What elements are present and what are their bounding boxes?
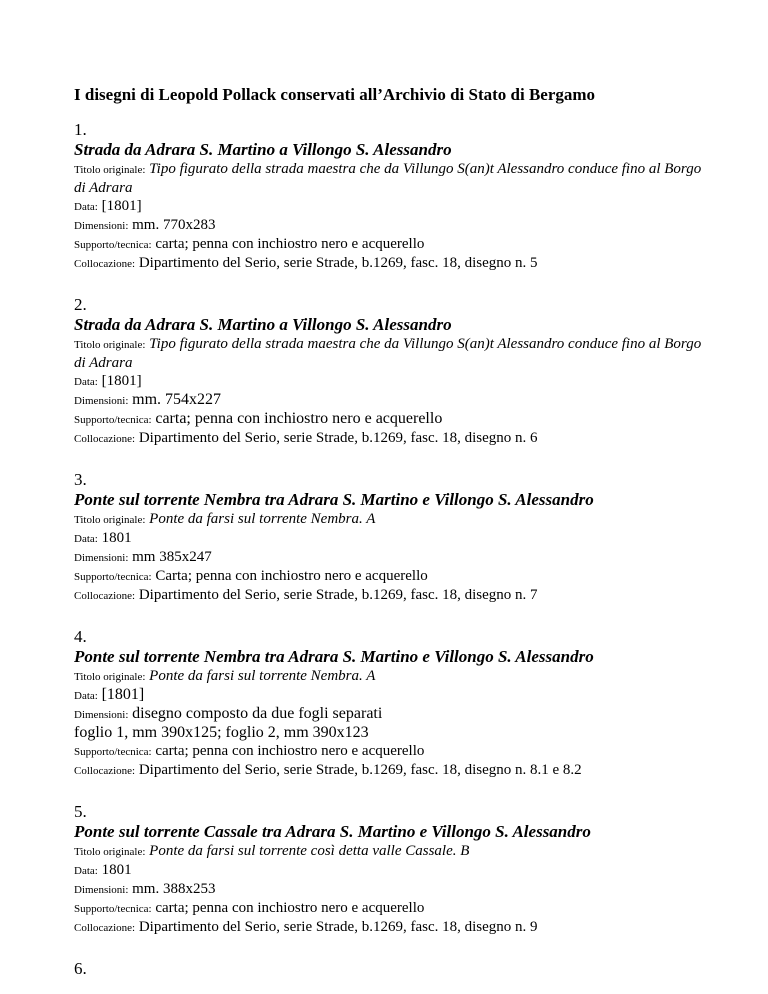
location-label: Collocazione: xyxy=(74,765,136,777)
support-value: carta; penna con inchiostro nero e acquerello xyxy=(155,236,425,252)
original-title-label: Titolo originale: xyxy=(74,164,146,176)
original-title-label: Titolo originale: xyxy=(74,846,146,858)
date-row xyxy=(74,686,714,705)
location-value: Dipartimento del Serio, serie Strade, b.1269, fasc. 18, disegno n. 7 xyxy=(138,587,538,603)
location-row xyxy=(74,918,714,937)
entry-number: 3. xyxy=(74,470,87,489)
date-row xyxy=(74,197,714,216)
catalog-entry xyxy=(74,295,714,448)
support-value: Carta; penna con inchiostro nero e acquerello xyxy=(155,568,428,584)
date-row xyxy=(74,529,714,548)
support-label: Supporto/tecnica: xyxy=(74,571,152,583)
dimensions-label: Dimensioni: xyxy=(74,552,129,564)
original-title-value: Ponte da farsi sul torrente Nembra. A xyxy=(149,668,376,684)
dimensions-value: mm. 770x283 xyxy=(132,217,216,233)
support-row xyxy=(74,567,714,586)
original-title-label: Titolo originale: xyxy=(74,671,146,683)
support-row xyxy=(74,899,714,918)
entry-heading: Ponte sul torrente Nembra tra Adrara S. Martino e Villongo S. Alessandro xyxy=(74,490,594,509)
dimensions-row xyxy=(74,216,714,235)
date-value: [1801] xyxy=(101,686,145,703)
location-row xyxy=(74,586,714,605)
dimensions-value: mm. 754x227 xyxy=(132,391,222,408)
entry-heading: Strada da Adrara S. Martino a Villongo S. Alessandro xyxy=(74,140,452,159)
original-title-row xyxy=(74,335,714,372)
support-label: Supporto/tecnica: xyxy=(74,239,152,251)
location-value: Dipartimento del Serio, serie Strade, b.1269, fasc. 18, disegno n. 8.1 e 8.2 xyxy=(138,762,582,778)
date-label: Data: xyxy=(74,533,98,545)
original-title-value: Ponte da farsi sul torrente così detta valle Cassale. B xyxy=(149,843,470,859)
date-value: 1801 xyxy=(101,862,132,878)
entry-heading: Strada da Adrara S. Martino a Villongo S. Alessandro xyxy=(74,315,452,334)
dimensions-label: Dimensioni: xyxy=(74,220,129,232)
dimensions-detail-row xyxy=(74,724,714,742)
location-value: Dipartimento del Serio, serie Strade, b.1269, fasc. 18, disegno n. 6 xyxy=(138,430,538,446)
location-row xyxy=(74,254,714,273)
date-value: [1801] xyxy=(101,373,142,389)
support-label: Supporto/tecnica: xyxy=(74,746,152,758)
date-label: Data: xyxy=(74,201,98,213)
support-label: Supporto/tecnica: xyxy=(74,903,152,915)
support-label: Supporto/tecnica: xyxy=(74,414,152,426)
location-label: Collocazione: xyxy=(74,590,136,602)
dimensions-row xyxy=(74,548,714,567)
dimensions-detail-value: foglio 1, mm 390x125; foglio 2, mm 390x123 xyxy=(74,724,369,741)
entry-heading: Ponte sul torrente Nembra tra Adrara S. Martino e Villongo S. Alessandro xyxy=(74,647,594,666)
original-title-row xyxy=(74,842,714,861)
original-title-row xyxy=(74,667,714,686)
location-label: Collocazione: xyxy=(74,922,136,934)
original-title-label: Titolo originale: xyxy=(74,339,146,351)
entry-heading: Ponte sul torrente Cassale tra Adrara S. Martino e Villongo S. Alessandro xyxy=(74,822,591,841)
entry-number: 4. xyxy=(74,627,87,646)
dimensions-value: disegno composto da due fogli separati xyxy=(132,705,383,722)
support-value: carta; penna con inchiostro nero e acquerello xyxy=(155,743,425,759)
location-value: Dipartimento del Serio, serie Strade, b.1269, fasc. 18, disegno n. 5 xyxy=(138,255,538,271)
date-label: Data: xyxy=(74,690,98,702)
next-entry-number: 6. xyxy=(74,959,87,978)
original-title-label: Titolo originale: xyxy=(74,514,146,526)
support-row xyxy=(74,410,714,429)
date-row xyxy=(74,861,714,880)
location-label: Collocazione: xyxy=(74,433,136,445)
document-title: I disegni di Leopold Pollack conservati all’Archivio di Stato di Bergamo xyxy=(74,85,596,104)
location-row xyxy=(74,429,714,448)
entry-number: 1. xyxy=(74,120,87,139)
catalog-entry xyxy=(74,627,714,780)
catalog-entry xyxy=(74,120,714,273)
dimensions-label: Dimensioni: xyxy=(74,709,129,721)
document-page xyxy=(74,84,714,979)
date-label: Data: xyxy=(74,376,98,388)
dimensions-row xyxy=(74,705,714,724)
catalog-entry xyxy=(74,802,714,937)
dimensions-row xyxy=(74,391,714,410)
original-title-row xyxy=(74,510,714,529)
support-row xyxy=(74,742,714,761)
original-title-value: Tipo figurato della strada maestra che da Villungo S(an)t Alessandro conduce fino al Borgo di Adrara xyxy=(74,336,702,371)
entry-number: 2. xyxy=(74,295,87,314)
dimensions-value: mm 385x247 xyxy=(132,549,212,565)
date-value: 1801 xyxy=(101,530,132,546)
support-value: carta; penna con inchiostro nero e acquerello xyxy=(155,900,425,916)
catalog-entry xyxy=(74,470,714,605)
location-label: Collocazione: xyxy=(74,258,136,270)
original-title-value: Tipo figurato della strada maestra che da Villungo S(an)t Alessandro conduce fino al Borgo di Adrara xyxy=(74,161,702,196)
dimensions-value: mm. 388x253 xyxy=(132,881,216,897)
date-value: [1801] xyxy=(101,198,142,214)
date-row xyxy=(74,372,714,391)
support-row xyxy=(74,235,714,254)
dimensions-label: Dimensioni: xyxy=(74,395,129,407)
dimensions-label: Dimensioni: xyxy=(74,884,129,896)
location-value: Dipartimento del Serio, serie Strade, b.1269, fasc. 18, disegno n. 9 xyxy=(138,919,538,935)
support-value: carta; penna con inchiostro nero e acquerello xyxy=(155,410,443,427)
original-title-row xyxy=(74,160,714,197)
original-title-value: Ponte da farsi sul torrente Nembra. A xyxy=(149,511,376,527)
entry-number: 5. xyxy=(74,802,87,821)
location-row xyxy=(74,761,714,780)
date-label: Data: xyxy=(74,865,98,877)
dimensions-row xyxy=(74,880,714,899)
